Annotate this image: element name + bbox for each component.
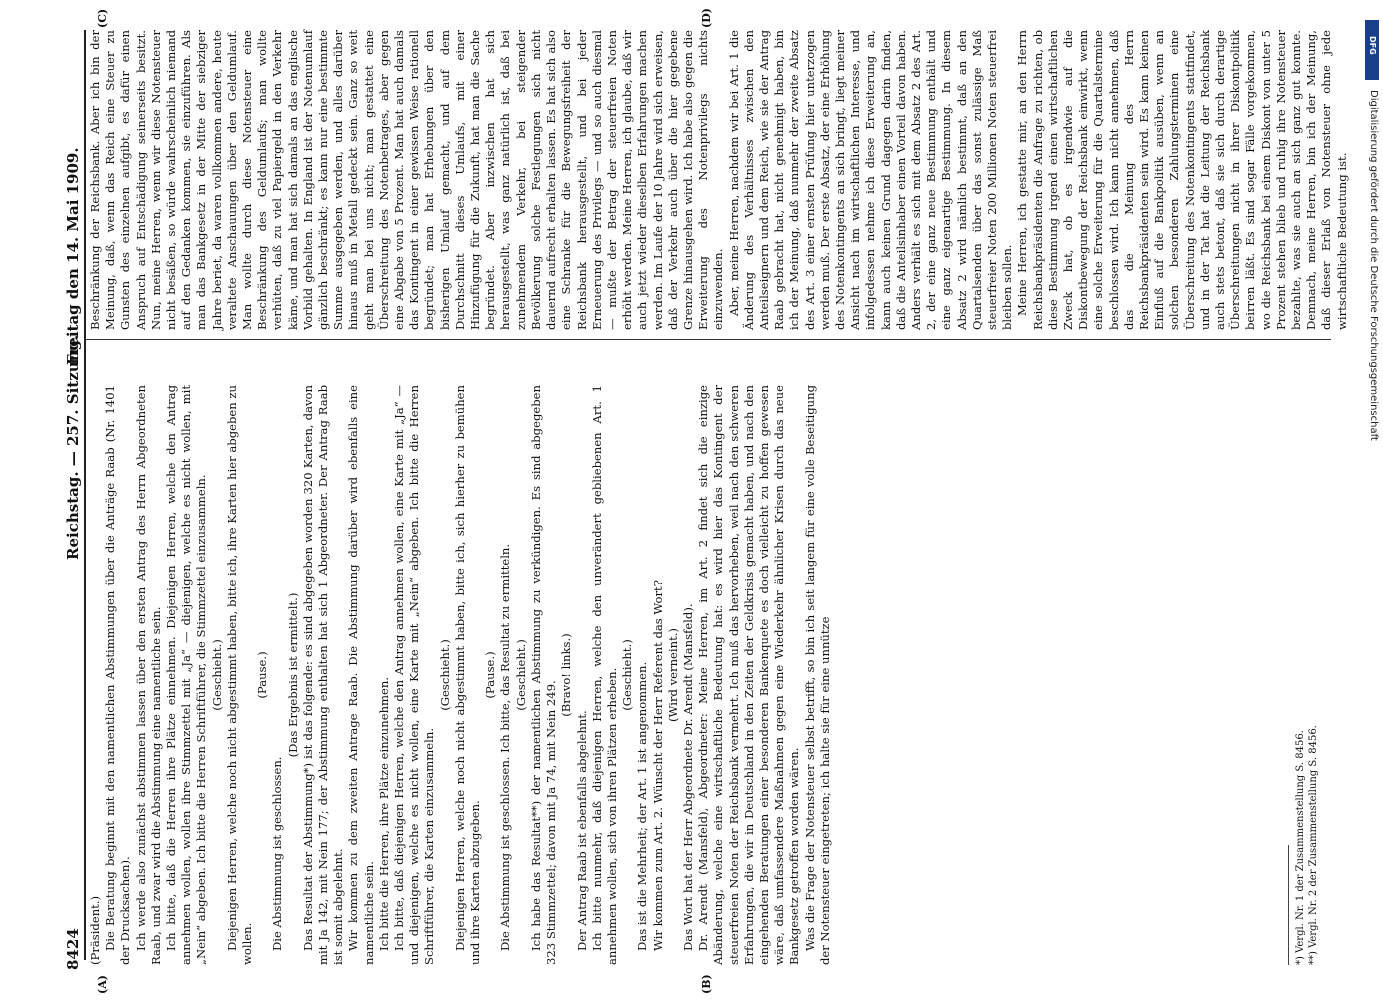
paragraph: Ich werde also zunächst abstimmen lassen über den ersten Antrag des Herrn Abgeordneten Raab, und zwar wird die Abstimmung eine namentliche sein. [133,385,163,965]
stage-direction: (Wird verneint.) [665,628,680,722]
paragraph: Ich bitte nunmehr, daß diejenigen Herren, welche den unverändert gebliebenen Art. 1 annehmen wollen, sich von ihren Plätzen erheben. [589,385,619,965]
footnote-2: **) Vergl. Nr. 2 der Zusammenstellung S. 8456. [1308,725,1319,965]
paragraph: Diejenigen Herren, welche noch nicht abgestimmt haben, bitte ich, sich hierher zu bemühen und ihre Karten abzugeben. [452,385,483,965]
paragraph: Ich bitte, daß die Herren ihre Plätze einnehmen. Diejenigen Herren, welche den Antrag annehmen wollen, wollen ihre Stimmzettel mit „Ja“ — diejenigen, welche es nicht wollen, mit „Nein“ abgeben. Ich bitte die Herren Schriftführer, die Stimmzettel einzusammeln. [164,385,209,965]
paragraph: Ich bitte die Herren, ihre Plätze einzunehmen. [376,676,391,951]
right-column [88,30,1350,330]
footnote-rule [1288,845,1289,965]
header-rule [84,30,86,960]
paragraph: Das ist die Mehrheit; der Art. 1 ist angenommen. [635,661,650,951]
dfg-logo: DFG [1365,20,1379,80]
header-title-right: Freitag den 14. Mai 1909. [64,147,82,365]
left-column [88,385,833,965]
digitization-sidebar [1365,10,1381,990]
stage-direction: (Das Ergebnis ist ermittelt.) [285,592,300,758]
footnotes [1294,385,1320,965]
paragraph: Ich bitte, daß diejenigen Herren, welche den Antrag annehmen wollen, eine Karte mit „Ja“ — und diejenigen, welche es nicht wollen, eine Karte mit „Nein“ abgeben. Ich bitte die Herren Schriftführer, die Karten einzusammeln. [392,385,437,965]
column-divider [86,339,1331,340]
paragraph: Diejenigen Herren, welche noch nicht abgestimmt haben, bitte ich, ihre Karten hier abgeben zu wollen. [224,385,255,965]
paragraph: Das Resultat der Abstimmung*) ist das folgende: es sind abgegeben worden 320 Karten, davon mit Ja 142, mit Nein 177; der Abstimmung enthalten hat sich 1 Abgeordneter. Der Antrag Raab ist somit abgelehnt. [300,385,346,965]
margin-marker-c: (C) [96,8,109,28]
stage-direction: (Geschieht.) [209,639,224,711]
margin-marker-b: (B) [700,974,713,994]
paragraph: Die Beratung beginnt mit den namentlichen Abstimmungen über die Anträge Raab (Nr. 1401 der Drucksachen). [103,385,133,965]
header-title-left: Reichstag. — 257. Sitzung. [64,334,82,560]
margin-marker-a: (A) [96,975,109,994]
paragraph: Der Antrag Raab ist ebenfalls abgelehnt. [574,710,589,951]
paragraph: Die Abstimmung ist geschlossen. Ich bitte, das Resultat zu ermitteln. [498,543,513,951]
paragraph: Beschränkung der Reichsbank. Aber ich bin der Meinung, daß, wenn das Reich eine Steuer zu Gunsten des einzelnen aufgibt, es dafür einen Anspruch auf Entschädigung seinerseits besitzt. Nun, meine Herren, wenn wir diese Notensteuer nicht besäßen, so würde wahrscheinlich niemand auf den Gedanken kommen, sie einzuführen. Als man das Bankgesetz in der Mitte der siebziger Jahre beriet, da waren vollkommen andere, heute veraltete Anschauungen über den Geldumlauf. Man wollte durch diese Notensteuer eine Beschränkung des Geldumlaufs; man wollte verhüten, daß zu viel Papiergeld in den Verkehr käme, und man hat sich damals an das englische Vorbild gehalten. In England ist der Notenumlauf gänzlich beschränkt; es kann nur eine bestimmte Summe ausgegeben werden, und alles darüber hinaus muß in Metall gedeckt sein. Ganz so weit geht man bei uns nicht; man gestattet eine Überschreitung des Notenbetrages, aber gegen eine Abgabe von 5 Prozent. Man hat auch damals das Kontingent in einer gewissen Weise rationell begründet; man hat Erhebungen über den bisherigen Umlauf gemacht, und auf dem Durchschnitt dieses Umlaufs, mit einer Hinzufügung für die Zukunft, hat man die Sache begründet. Aber inzwischen hat sich herausgestellt, was ganz natürlich ist, daß bei zunehmendem Verkehr, bei steigender Bevölkerung solche Festlegungen sich nicht dauernd aufrecht erhalten lassen. Es hat sich also eine Schranke für die Bewegungsfreiheit der Reichsbank herausgestellt, und bei jeder Erneuerung des Privilegs — und so auch diesmal — mußte der Betrag der steuerfreien Noten erhöht werden. Meine Herren, ich glaube, daß wir auch jetzt wieder dieselben Erfahrungen machen werden. Im Laufe der 10 Jahre wird sich erweisen, daß der Verkehr auch über die hier gegebene Grenze hinausgehen wird. Ich habe also gegen die Erweiterung des Notenprivilegs nichts einzuwenden. [88,30,726,330]
stage-direction: (Geschieht.) [620,639,635,711]
stage-direction: (Geschieht.) [437,639,452,711]
stage-direction: (Bravo! links.) [559,633,574,717]
paragraph: Wir kommen zum Art. 2. Wünscht der Herr Referent das Wort? [650,580,665,951]
paragraph: Was die Frage der Notensteuer selbst betrifft, so bin ich seit langem für eine volle Beseitigung der Notensteuer eingetreten; ich halte sie für eine unnütze [802,385,832,965]
paragraph: Aber, meine Herren, nachdem wir bei Art. 1 die Änderung des Verhältnisses zwischen den Anteilseignern und dem Reich, wie sie der Antrag Raab gebracht hat, nicht genehmigt haben, bin ich der Meinung, daß nunmehr der zweite Absatz des Art. 3 einer ernsten Prüfung hier unterzogen werden muß. Der erste Absatz, der eine Erhöhung des Notenkontingents an sich bringt, liegt meiner Ansicht nach im wirtschaftlichen Interesse, und infolgedessen nehme ich diese Erweiterung an, kann auch keinen Grund dagegen darin finden, daß die Anteilsinhaber einen Vorteil davon haben. Anders verhält es sich mit dem Absatz 2 des Art. 2, der eine ganz neue Bestimmung enthält und eine ganz eigenartige Bestimmung. In diesem Absatz 2 wird nämlich bestimmt, daß an den Quartalsenden über das sonst zulässige Maß steuerfreier Noten 200 Millionen Noten steuerfrei bleiben sollen. [726,30,1015,330]
speaker-label: (Präsident.) [88,895,102,965]
stage-direction: (Pause.) [483,651,498,699]
margin-marker-d: (D) [700,8,713,28]
digitization-credit: Digitalisierung gefördert durch die Deutsche Forschungsgemeinschaft [1368,90,1379,441]
footnote-1: *) Vergl. Nr. 1 der Zusammenstellung S. 8456. [1295,730,1306,965]
paragraph: Wir kommen zu dem zweiten Antrage Raab. Die Abstimmung darüber wird ebenfalls eine namentliche sein. [346,385,376,965]
paragraph: Dr. Arendt (Mansfeld), Abgeordneter: Meine Herren, im Art. 2 findet sich die einzige Abänderung, welche eine wirtschaftliche Bedeutung hat: es wird hier das Kontingent der steuerfreien Noten der Reichsbank vermehrt. Ich muß das hervorheben, weil nach den schweren Erfahrungen, die wir in Deutschland in den Zeiten der Geldkrisis gemacht haben, und nach den eingehenden Beratungen einer besonderen Bankenquete es doch vielleicht zu hoffen gewesen wäre, daß umfassendere Maßnahmen gegen eine Wiederkehr ähnlicher Krisen durch das neue Bankgesetz getroffen worden wären. [696,385,802,965]
page-number: 8424 [64,928,82,970]
paragraph: Meine Herren, ich gestatte mir, an den Herrn Reichsbankpräsidenten die Anfrage zu richten, ob diese Bestimmung irgend einen wirtschaftlichen Zweck hat, ob es irgendwie auf die Diskontbewegung der Reichsbank einwirkt, wenn eine solche Erweiterung für die Quartalstermine beschlossen wird. Ich kann nicht annehmen, daß das die Meinung des Herrn Reichsbankpräsidenten sein wird. Es kann keinen Einfluß auf die Bankpolitik ausüben, wenn an solchen besonderen Zahlungsterminen eine Überschreitung des Notenkontingents stattfindet, und in der Tat hat die Leitung der Reichsbank auch stets betont, daß sie sich durch derartige Überschreitungen nicht in ihrer Diskontpolitik beirren läßt. Es sind sogar Fälle vorgekommen, wo die Reichsbank bei einem Diskont von unter 5 Prozent stehen blieb und ruhig ihre Notensteuer bezahlte, was sie auch an sich ganz gut konnte. Demnach, meine Herren, bin ich der Meinung, daß dieser Erlaß von Notensteuer ohne jede wirtschaftliche Bedeutung ist. [1015,30,1349,330]
stage-direction: (Pause.) [255,651,270,699]
paragraph: Die Abstimmung ist geschlossen. [270,756,285,951]
paragraph: Ich habe das Resultat**) der namentlichen Abstimmung zu verkündigen. Es sind abgegeben 323 Stimmzettel; davon mit Ja 74, mit Nein 249. [528,385,559,965]
stage-direction: (Geschieht.) [513,639,528,711]
paragraph: Das Wort hat der Herr Abgeordnete Dr. Arendt (Mansfeld). [680,603,695,951]
